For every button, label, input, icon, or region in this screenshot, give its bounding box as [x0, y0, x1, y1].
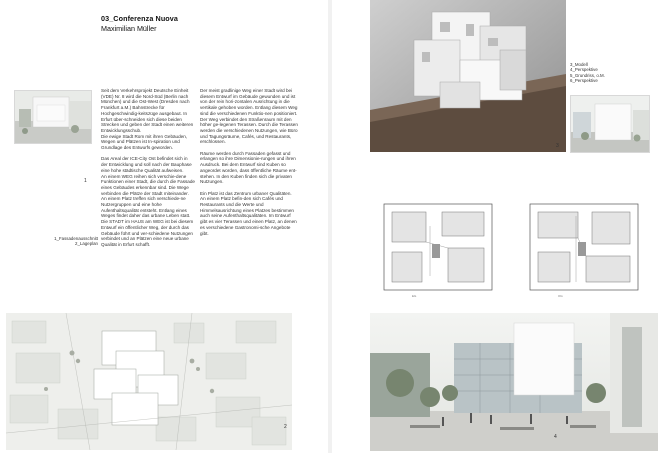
facade-thumbnail-image — [15, 91, 92, 144]
caption-left: 1_Fassadenausschnitt 2_Lageplan — [54, 236, 98, 247]
left-page — [0, 0, 328, 453]
author-name: Maximilian Müller — [101, 24, 157, 33]
body-text-column-2: Der meist gradlinige Weg einer Stadt wird bei diesem Entwurf im Gebäude gewunden und ist von der rein hori-zontalen Ausrichtung in die vertikale gehoben worden. Entlang diesem Weg sind die verschiedenen Funktio-nen positioniert. Der Weg verbindet den Straßenraum mit den höher ge-legenen Terassen. Durch die Terassen werden die verschiedenen Nutzungen, wie Büro und Tagungsräume, Cafés, und Restaurants, erschlossen. Räume werden durch Fassaden gefasst und erlangen so ihre Dimensionie-rungen und ihren Ausdruck. Bei dem Entwurf sind Kuben so angeordet worden, dass öffentliche Räume ent-stehen. In den Kuben finden sich die privaten Nutzungen. Ein Platz ist das Zentrum urbaner Qualitäten. An einem Platz befin-den sich Cafés und Restaurants und die Werte und Himmelsausrichtung eines Platzes bestimmen auch seine Aufenthaltsqualitäten. Im Entwurf gibt es vier Terassen und einen Platz, an denen es verschiedene Gastronomi-sche Angebote gibt. — [200, 88, 298, 236]
caption-right: 3_Modell 4_Perspektive 5_Grundriss, o.M. 6_Perspektive — [570, 62, 605, 84]
perspective-render — [370, 313, 658, 451]
figure-number-3: 3 — [556, 143, 559, 149]
perspective-render-image — [370, 313, 658, 451]
model-photo-image — [370, 0, 566, 152]
figure-number-4: 4 — [554, 434, 557, 440]
floor-plans — [372, 196, 654, 300]
figure-number-2: 2 — [284, 424, 287, 430]
site-plan-drawing — [6, 313, 292, 450]
body-text-column-1: Seit dem Verkehrsprojekt Deutsche Einheit (VDE) Nr. 8 wird die Nord-Süd (Berlin nach München) und die Ost-West (Dresden nach Frankfurt a.M.) Bahnstrecke für Hochgeschwindig-keitszüge ausgebaut. In Erfurt über-schneiden sich diese beiden Strecken und geben der Stadt einen weiteren Entwicklungsschub. Die ewige Stadt Rom mit ihren Gebäuden, Wegen und Plätzen ist In-spiration und Grundlage des Entwurfs geworden. Das Areal der ICE-City Ost befindet sich in der Entwicklung und soll nach der Bauphase eine hohe städtische Qualität aufweisen. An einem WEG reihen sich verschie-dene Funktionen einer Stadt, die durch die Fassade eines Gebäudes erkennbar sind. Die Wege verbinden die Plätze der Stadt miteinander. An einem Platz treffen sich verschiede-ne Nutzergruppen und eine hohe Aufenthaltsqualität entsteht. Entlang eines Weges findet daher das urbane Leben statt. Die STADT im HAUS am WEG ist bei diesem Entwurf ein öffentlicher Weg, der durch das Gebäude führt und ver-schiedene Nutzungen verbindet und an Plätzen eine neue urbane Qualität in Erfurt schafft. — [101, 88, 195, 247]
svg-text:EG: EG — [412, 294, 417, 298]
perspective-thumbnail-image — [571, 96, 650, 153]
svg-text:OG: OG — [558, 294, 563, 298]
site-plan-image — [6, 313, 292, 450]
page-title: 03_Conferenza Nuova — [101, 14, 178, 23]
facade-thumbnail — [14, 90, 92, 144]
perspective-thumbnail — [570, 95, 650, 153]
model-photo — [370, 0, 566, 152]
floor-plans-drawing — [372, 196, 654, 300]
figure-number-1: 1 — [84, 178, 87, 184]
